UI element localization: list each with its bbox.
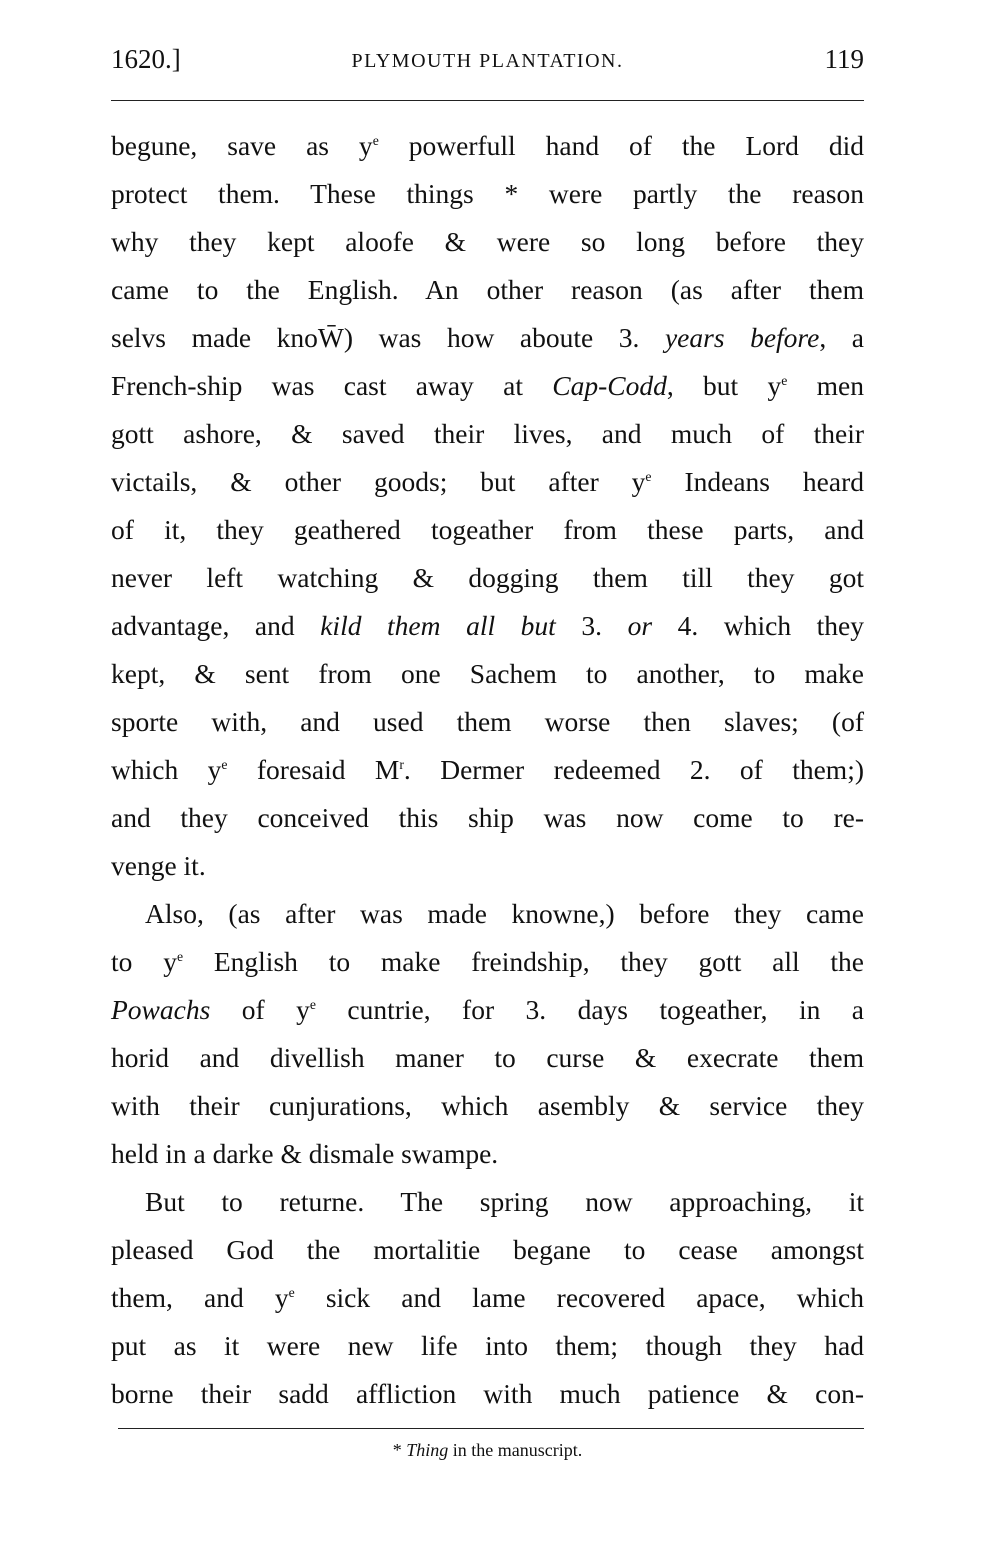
text-line: which $y^e$ foresaid $M^r$. Dermer redeemed 2. of them;) [111,754,864,785]
text-line: kept, & sent from one Sachem to another, to make [111,658,864,689]
text-line: put as it were new life into them; though they had [111,1330,864,1361]
text-line: horid and divellish maner to curse & execrate them [111,1042,864,1073]
text-line: French-ship was cast away at Cap-Codd, but $y^e$ men [111,370,864,401]
text-line: why they kept aloofe & were so long before they [111,226,864,257]
footnote: * Thing in the manuscript. [392,1440,583,1460]
text-line: borne their sadd affliction with much patience & con- [111,1378,864,1409]
text-line: selvs made knoW̄) was how aboute 3. years before, a [111,322,864,353]
header-title: PLYMOUTH PLANTATION. [351,50,624,72]
text-line: held in a darke & dismale swampe. [111,1138,499,1169]
text-line: begune, save as $y^e$ powerfull hand of the Lord did [111,130,865,161]
text-line: venge it. [111,850,206,881]
text-line: victails, & other goods; but after $y^e$ Indeans heard [111,466,864,497]
text-line: pleased God the mortalitie begane to cease amongst [111,1234,864,1265]
text-line: sporte with, and used them worse then slaves; (of [111,706,864,737]
footnote-rule [118,1428,864,1429]
text-line: to $y^e$ English to make freindship, they gott all the [111,946,865,977]
text-line: with their cunjurations, which asembly & service they [111,1090,864,1121]
running-header [111,44,864,84]
page-body [111,122,864,1418]
text-line: protect them. These things * were partly the reason [111,178,864,209]
text-line: gott ashore, & saved their lives, and much of their [111,418,864,449]
text-line: them, and $y^e$ sick and lame recovered apace, which [111,1282,864,1313]
text-line: advantage, and kild them all but 3. or 4. which they [111,610,864,641]
text-line: But to returne. The spring now approaching, it [145,1186,864,1217]
text-line: Powachs of $y^e$ cuntrie, for 3. days togeather, in a [111,994,864,1025]
text-line: came to the English. An other reason (as after them [111,274,864,305]
text-line: Also, (as after was made knowne,) before they came [145,898,864,929]
text-line: of it, they geathered togeather from these parts, and [111,514,864,545]
header-rule [111,100,864,101]
text-line: and they conceived this ship was now come to re- [111,802,864,833]
page-number: 119 [824,44,864,74]
text-line: never left watching & dogging them till they got [111,562,864,593]
header-year: 1620.] [111,44,181,74]
